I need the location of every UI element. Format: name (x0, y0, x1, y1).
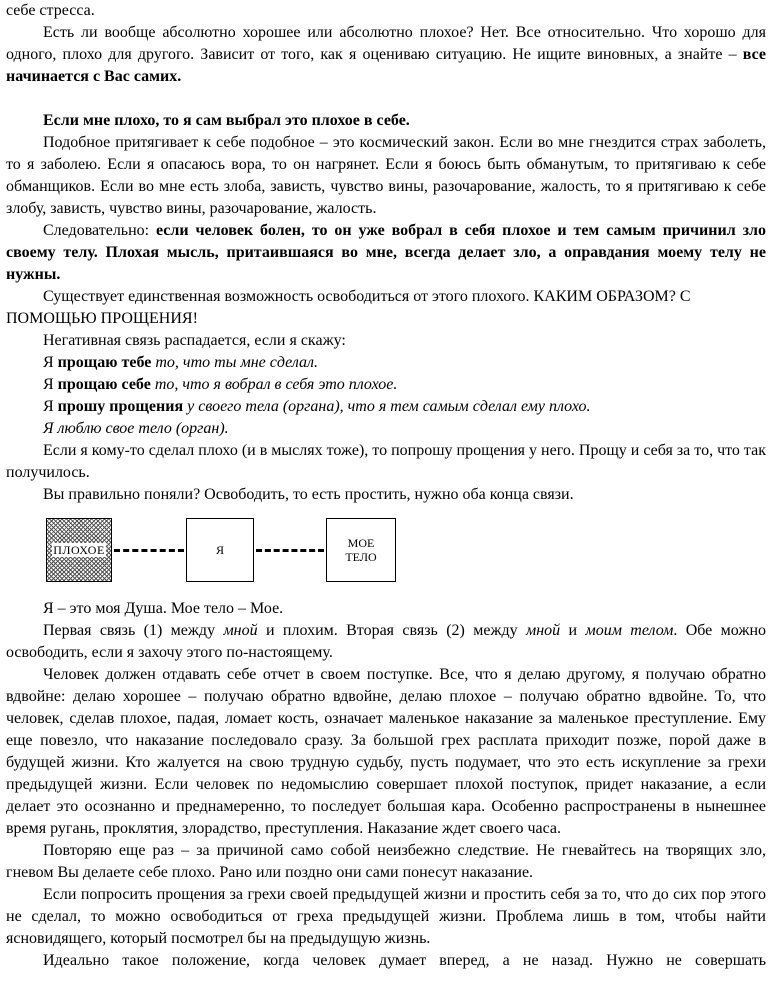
paragraph-relativity (6, 22, 766, 88)
italic-text: то, что ты мне сделал. (151, 354, 318, 371)
text-span: Первая связь (1) между (43, 622, 224, 639)
forgive-self-line (6, 374, 766, 396)
link-diagram (6, 506, 766, 598)
text-span: Я – это моя Душа. Мое тело – Мое. (43, 600, 284, 617)
italic-text: у своего тела (органа), что я тем самым сделал ему плохо. (183, 398, 591, 415)
text-span: . Обе можно освободить, если я захочу этого по-настоящему. (6, 622, 767, 661)
diagram-box-body-label (345, 536, 376, 564)
paragraph-ask-others (6, 440, 766, 484)
diagram-box-body-line1: МОЕ (347, 536, 375, 550)
text-span: и плохим. Вторая связь (2) между (257, 622, 527, 639)
bold-emphasis: если человек болен, то он уже вобрал в себя плохое и тем самым причинил зло своему телу. Плохая мысль, притаившаяся во мне, всегда делает зло, а оправдания моему телу не нужны. (6, 222, 766, 283)
text-span: Я (43, 398, 58, 415)
text-span: Существует единственная возможность освободиться от этого плохого. КАКИМ ОБРАЗОМ? С ПОМОЩЬЮ ПРОЩЕНИЯ! (6, 288, 691, 327)
text-span: Повторяю еще раз – за причиной само собой неизбежно следствие. Не гневайтесь на творящих зло, гневом Вы делаете себе плохо. Рано или поздно они сами понесут наказание. (6, 842, 766, 881)
ask-forgiveness-line (6, 396, 766, 418)
paragraph-forgiveness (6, 286, 766, 330)
text-span: Подобное притягивает к себе подобное – это космический закон. Если во мне гнездится страх заболеть, то я заболею. Если я опасаюсь вора, то он нагрянет. Если я боюсь быть обманутым, то притягиваю к себе обманщиков. Если во мне есть злоба, зависть, чувство вины, разочарование, жалость, то я притягиваю к себе злобу, зависть, чувство вины, разочарование, жалость. (6, 134, 766, 217)
bold-emphasis: прошу прощения (57, 398, 184, 415)
love-body-line (6, 418, 766, 440)
italic-text: мной (526, 622, 561, 639)
blank-line (6, 88, 766, 110)
paragraph-negative-link (6, 330, 766, 352)
italic-text: моим телом (585, 622, 674, 639)
bold-emphasis: прощаю себе (57, 376, 151, 393)
text-span: Вы правильно поняли? Освободить, то есть простить, нужно оба конца связи. (43, 486, 574, 503)
diagram-box-bad-label: ПЛОХОЕ (53, 543, 105, 557)
paragraph-two-links (6, 620, 766, 664)
paragraph-cause-effect (6, 840, 766, 884)
bold-emphasis: прощаю тебе (57, 354, 152, 371)
text-span: и (560, 622, 586, 639)
paragraph-fragment-stress (6, 0, 766, 22)
italic-text: Я люблю свое тело (орган). (43, 420, 229, 437)
text-span: Есть ли вообще абсолютно хорошее или абсолютно плохое? Нет. Все относительно. Что хорошо для одного, плохо для другого. Зависит от того, как я оцениваю ситуацию. Не ищите виновных, а знайте – (6, 24, 766, 63)
italic-text: то, что я вобрал в себя это плохое. (150, 376, 398, 393)
diagram-box-me (186, 518, 254, 582)
text-span: Если я кому-то сделал плохо (и в мыслях тоже), то попрошу прощения у него. Прощу и себя за то, что так получилось. (6, 442, 766, 481)
paragraph-cosmic-law (6, 132, 766, 220)
text-span: Если попросить прощения за грехи своей предыдущей жизни и простить себя за то, что до сих пор этого не сделал, то можно освободиться от греха предыдущей жизни. Проблема лишь в том, чтобы найти ясновидящего, который посмотрел бы на предыдущую жизнь. (6, 886, 766, 947)
diagram-box-me-label: Я (215, 543, 224, 557)
paragraph-consequently (6, 220, 766, 286)
diagram-link-1 (114, 549, 184, 552)
paragraph-accountability (6, 664, 766, 840)
diagram-box-body-line2: ТЕЛО (345, 550, 377, 564)
paragraph-both-ends (6, 484, 766, 506)
heading-text: Если мне плохо, то я сам выбрал это плохое в себе. (43, 112, 410, 129)
text-span: себе стресса. (6, 2, 95, 19)
forgive-you-line (6, 352, 766, 374)
bold-emphasis: все начинается с Вас самих. (6, 46, 766, 85)
paragraph-ideal (6, 950, 766, 972)
text-span: Негативная связь распадается, если я скажу: (43, 332, 346, 349)
text-span: Я (43, 354, 58, 371)
diagram-box-body (326, 518, 396, 582)
text-span: Я (43, 376, 58, 393)
text-span: Следовательно: (43, 222, 156, 239)
document-page (6, 0, 766, 972)
text-span: Идеально такое положение, когда человек думает вперед, а не назад. Нужно не совершать (43, 952, 766, 969)
paragraph-soul (6, 598, 766, 620)
diagram-box-bad (46, 518, 112, 582)
italic-text: мной (223, 622, 258, 639)
section-heading (6, 110, 766, 132)
text-span: Человек должен отдавать себе отчет в своем поступке. Все, что я делаю другому, я получаю обратно вдвойне: делаю хорошее – получаю обратно вдвойне, делаю плохое – получаю обратно вдвойне. То, что человек, сделав плохое, падая, ломает кость, означает маленькое наказание за маленькое преступление. Ему еще повезло, что наказание последовало сразу. За большой грех расплата приходит позже, порой даже в будущей жизни. Кто жалуется на свою трудную судьбу, пусть подумает, что это есть искупление за грехи предыдущей жизни. Если человек по недомыслию совершает плохой поступок, придет наказание, а если делает это осознанно и преднамеренно, то последует большая кара. Особенно распространены в нынешнее время ругань, проклятия, злорадство, преступления. Наказание ждет своего часа. (6, 666, 766, 837)
diagram-link-2 (256, 549, 324, 552)
paragraph-previous-life (6, 884, 766, 950)
